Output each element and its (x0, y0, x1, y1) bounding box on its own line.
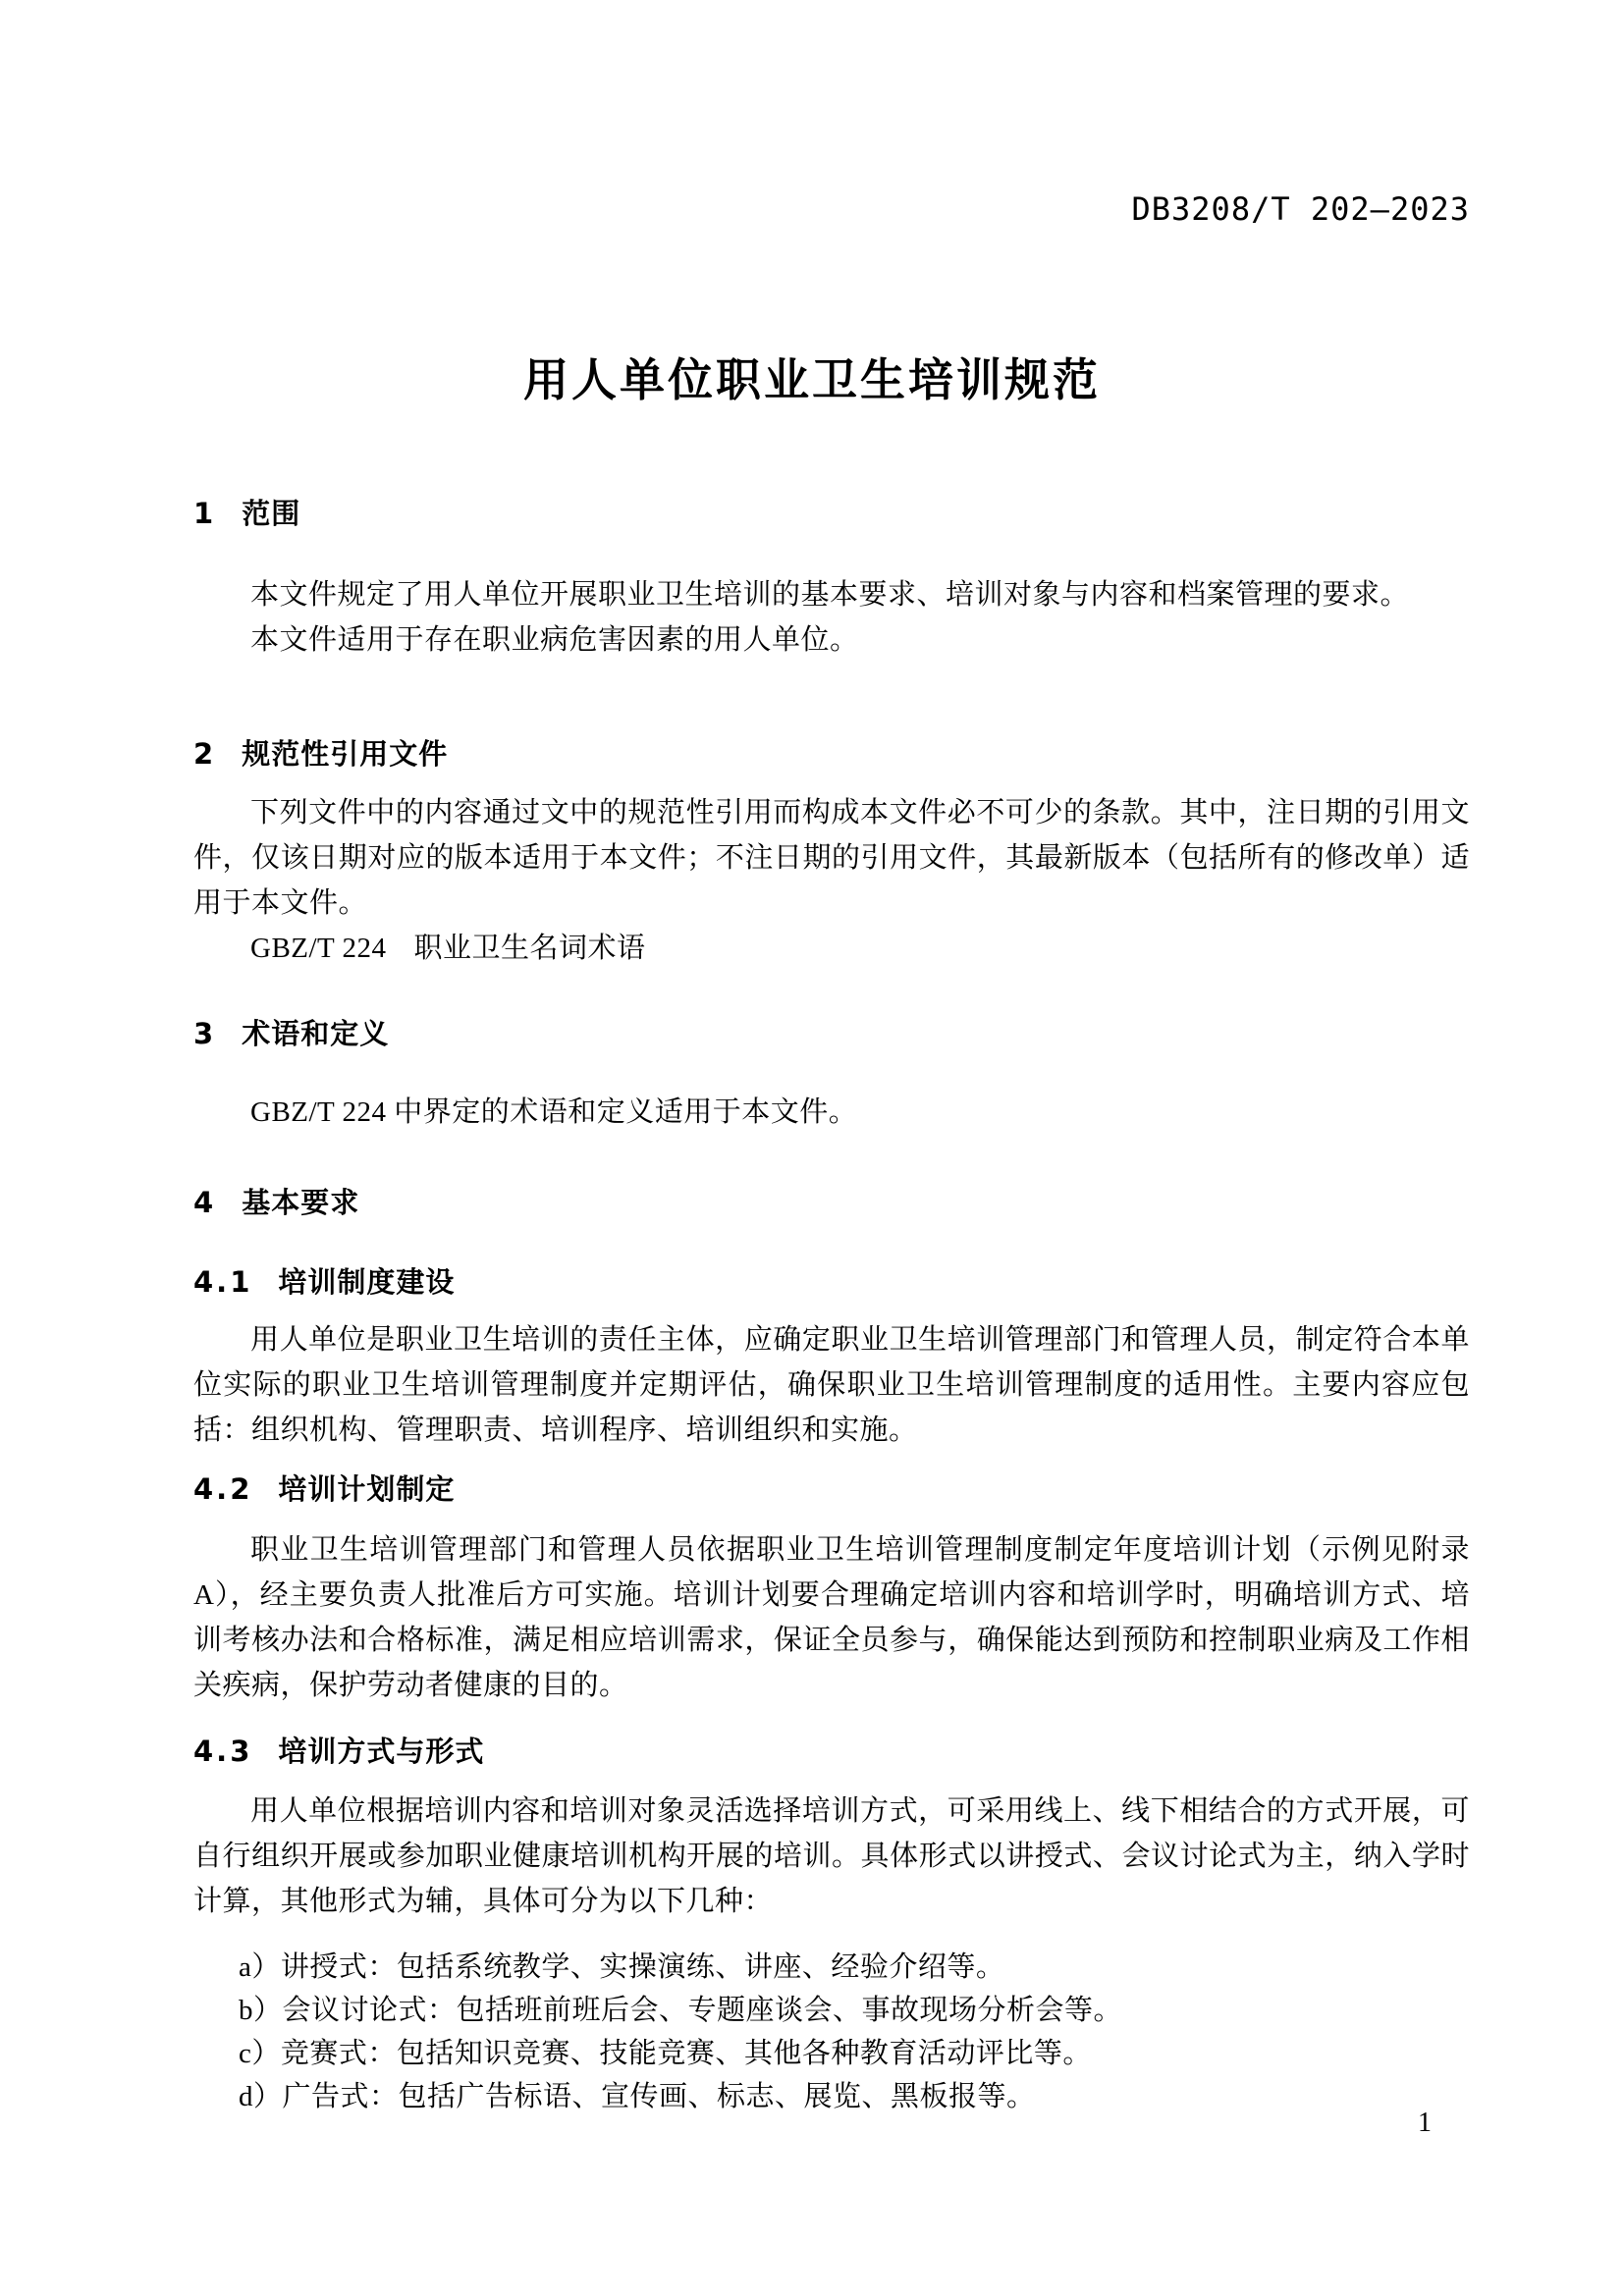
list-item-label: c） (239, 2038, 281, 2069)
section-title: 基本要求 (242, 1186, 360, 1219)
section-3-heading (193, 1014, 1470, 1053)
paragraph: 本文件规定了用人单位开展职业卫生培训的基本要求、培训对象与内容和档案管理的要求。 (250, 579, 1410, 611)
section-1-heading (193, 494, 1470, 533)
paragraph: 职业卫生培训管理部门和管理人员依据职业卫生培训管理制度制定年度培训计划（示例见附录 A），经主要负责人批准后方可实施。培训计划要合理确定培训内容和培训学时，明确培训方式、培训考核办法和合格标准，满足相应培训需求，保证全员参与，确保能达到预防和控制职业病及工作相关疾病，保护劳动者健康的目的。 (193, 1534, 1470, 1701)
section-4-1-heading (193, 1262, 1470, 1302)
section-number: 4.1 (193, 1265, 253, 1299)
section-number: 2 (193, 737, 217, 771)
list-item-label: b） (239, 1995, 283, 2026)
page-number: 1 (1418, 2108, 1432, 2138)
section-number: 4.3 (193, 1735, 253, 1768)
list-item (239, 2032, 1470, 2075)
list-item-text: 讲授式：包括系统教学、实操演练、讲座、经验介绍等。 (280, 1951, 1005, 1983)
section-4-heading (193, 1183, 1470, 1222)
section-title: 规范性引用文件 (242, 737, 449, 771)
paragraph: 本文件适用于存在职业病危害因素的用人单位。 (250, 624, 859, 656)
reference-code: GBZ/T 224 (250, 933, 387, 964)
normative-reference (193, 926, 1470, 971)
training-forms-list (193, 1946, 1470, 2118)
list-item-label: d） (239, 2081, 283, 2112)
section-number: 4.2 (193, 1472, 253, 1506)
section-number: 1 (193, 497, 217, 530)
paragraph: 用人单位根据培训内容和培训对象灵活选择培训方式，可采用线上、线下相结合的方式开展，可自行组织开展或参加职业健康培训机构开展的培训。具体形式以讲授式、会议讨论式为主，纳入学时计算，其他形式为辅，具体可分为以下几种： (193, 1795, 1470, 1917)
section-title: 培训方式与形式 (278, 1735, 485, 1768)
section-number: 4 (193, 1186, 217, 1219)
section-title: 培训计划制定 (278, 1472, 456, 1506)
section-4-3-heading (193, 1732, 1470, 1771)
paragraph: 下列文件中的内容通过文中的规范性引用而构成本文件必不可少的条款。其中，注日期的引用文件，仅该日期对应的版本适用于本文件；不注日期的引用文件，其最新版本（包括所有的修改单）适用于本文件。 (193, 797, 1470, 919)
list-item (239, 1946, 1470, 1989)
section-title: 范围 (242, 497, 301, 530)
list-item (239, 2075, 1470, 2118)
document-title: 用人单位职业卫生培训规范 (523, 353, 1101, 406)
section-4-2-heading (193, 1469, 1470, 1509)
reference-title: 职业卫生名词术语 (413, 933, 646, 964)
standard-code: DB3208/T 202—2023 (1131, 190, 1470, 228)
list-item-label: a） (239, 1951, 281, 1983)
section-number: 3 (193, 1017, 217, 1050)
list-item-text: 竞赛式：包括知识竞赛、技能竞赛、其他各种教育活动评比等。 (280, 2038, 1092, 2069)
section-2-heading (193, 734, 1470, 774)
list-item-text: 广告式：包括广告标语、宣传画、标志、展览、黑板报等。 (282, 2081, 1036, 2112)
list-item-text: 会议讨论式：包括班前班后会、专题座谈会、事故现场分析会等。 (282, 1995, 1123, 2026)
list-item (239, 1989, 1470, 2032)
section-title: 术语和定义 (242, 1017, 390, 1050)
section-title: 培训制度建设 (278, 1265, 456, 1299)
paragraph: GBZ/T 224 中界定的术语和定义适用于本文件。 (250, 1096, 858, 1128)
paragraph: 用人单位是职业卫生培训的责任主体，应确定职业卫生培训管理部门和管理人员，制定符合本单位实际的职业卫生培训管理制度并定期评估，确保职业卫生培训管理制度的适用性。主要内容应包括：组织机构、管理职责、培训程序、培训组织和实施。 (193, 1324, 1470, 1446)
